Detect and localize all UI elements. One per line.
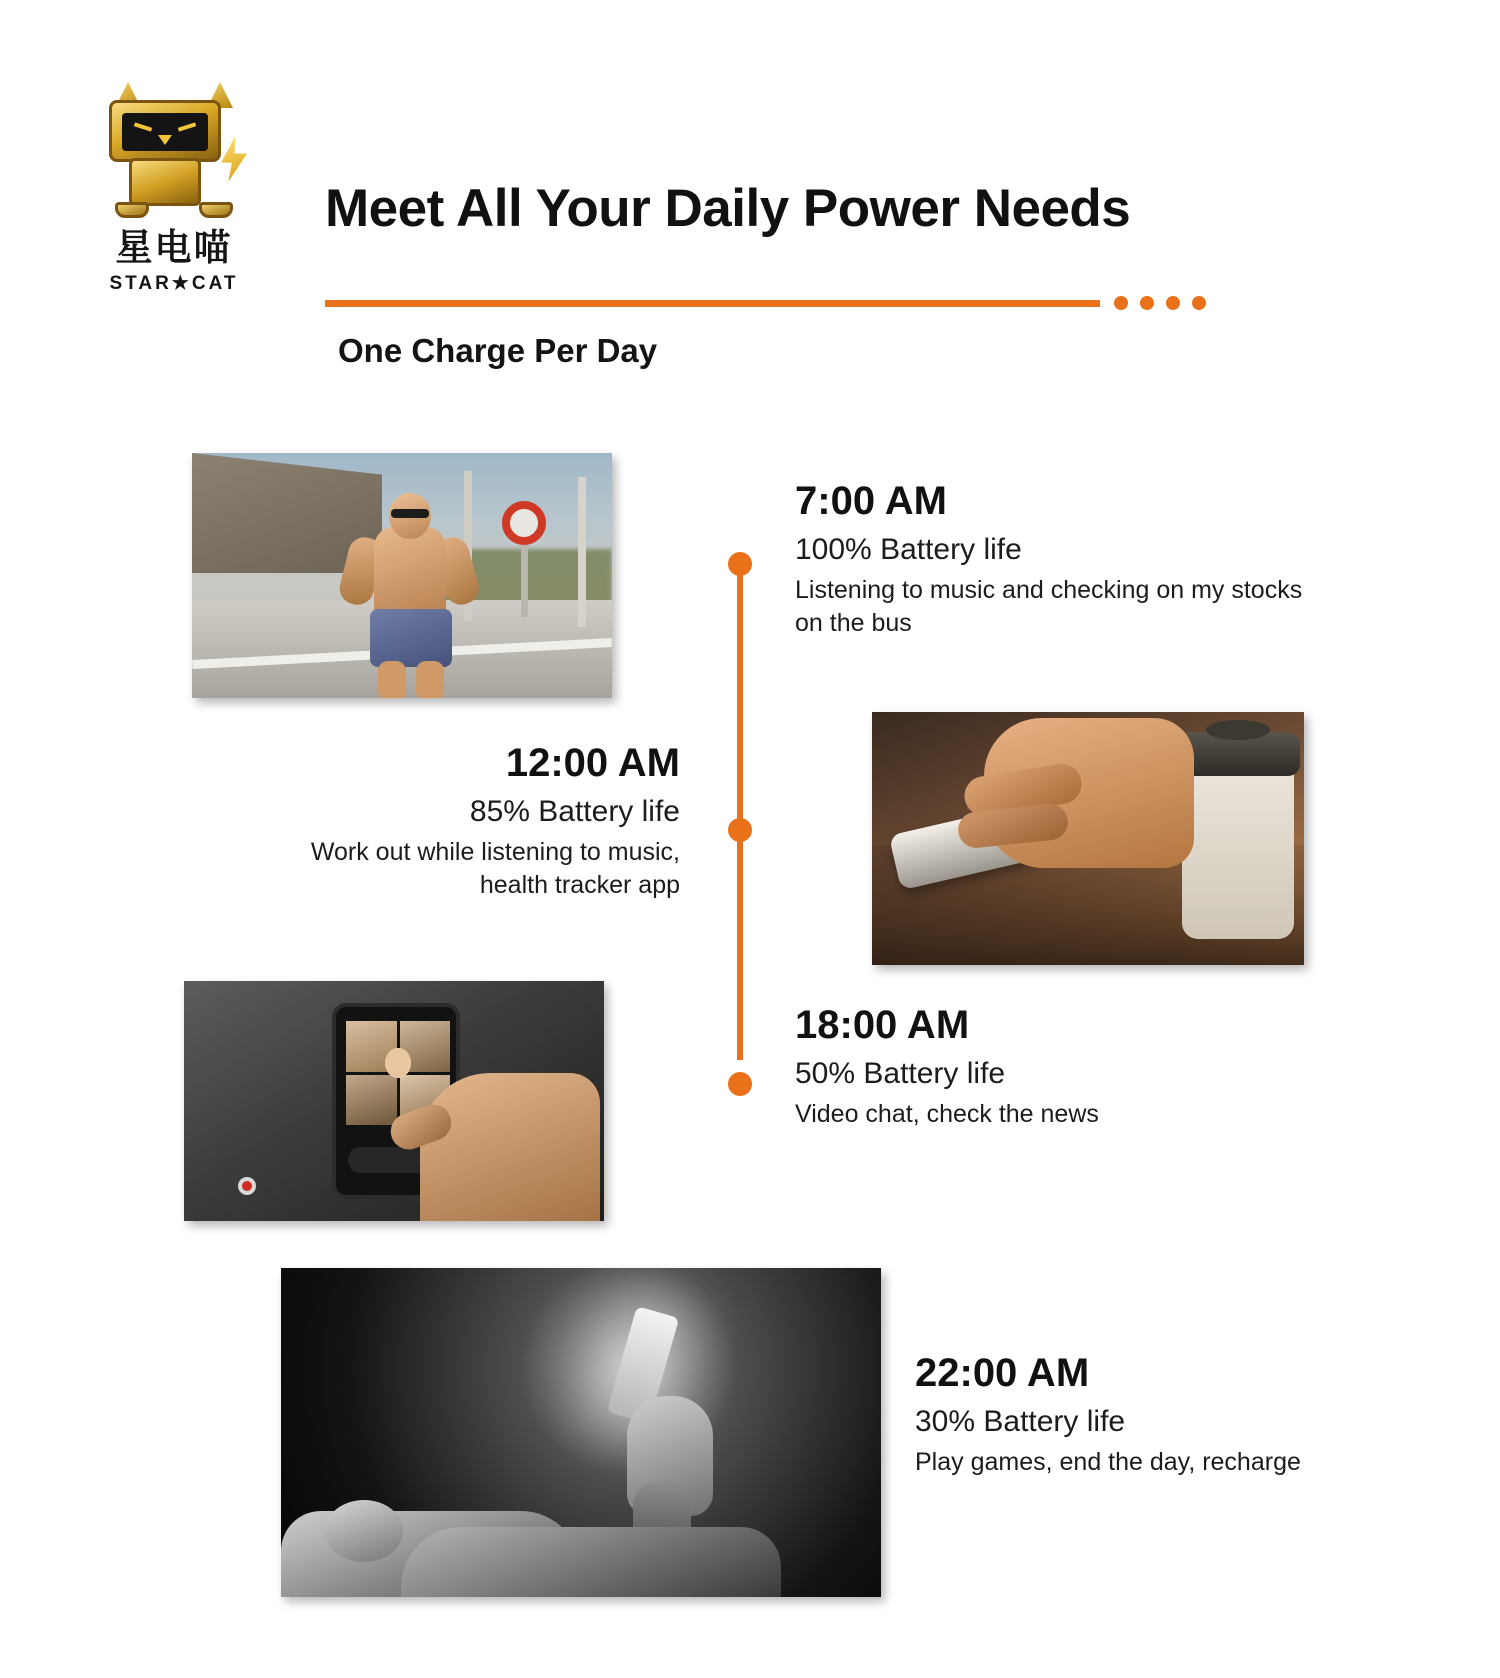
cat-foot-left-icon — [115, 202, 149, 218]
photo-night-bed — [281, 1268, 881, 1597]
photo-video-participant — [346, 1075, 397, 1126]
cat-mouth-icon — [158, 135, 172, 145]
divider-dot — [1140, 296, 1154, 310]
timeline-node-1 — [728, 552, 752, 576]
timeline-entry-2-time: 12:00 AM — [505, 741, 680, 785]
timeline-entry-3 — [795, 1002, 1315, 1131]
timeline-node-2 — [728, 818, 752, 842]
divider-line — [325, 300, 1100, 307]
photo-runner-shorts — [370, 609, 452, 667]
photo-phone-coffee — [872, 712, 1304, 965]
cat-face-screen-icon — [122, 113, 208, 151]
timeline-entry-4-description: Play games, end the day, recharge — [915, 1448, 1301, 1476]
timeline-entry-3-description: Video chat, check the news — [795, 1100, 1099, 1128]
page-subtitle: One Charge Per Day — [338, 332, 658, 369]
timeline-entry-4-time: 22:00 AM — [915, 1351, 1090, 1395]
cat-eye-right-icon — [178, 122, 196, 131]
photo-runner-torso — [374, 527, 446, 619]
timeline-entry-1 — [795, 478, 1335, 640]
divider-dot — [1166, 296, 1180, 310]
photo-video-hand — [420, 1073, 600, 1221]
starcat-robot-logo-icon — [99, 78, 249, 223]
brand-name-cn: 星电喵 — [115, 226, 233, 269]
photo-night-head — [325, 1500, 403, 1562]
divider-dot — [1192, 296, 1206, 310]
timeline-entry-1-description: Listening to music and checking on my stocks on the bus — [795, 576, 1303, 637]
cat-eye-left-icon — [134, 122, 152, 131]
timeline-axis — [737, 560, 743, 1060]
cat-foot-right-icon — [199, 202, 233, 218]
photo-runner-sunglasses — [391, 509, 429, 518]
cat-body-icon — [129, 158, 201, 206]
photo-coffee-cup-lid-top — [1206, 720, 1270, 740]
photo-runner-pole — [521, 545, 528, 617]
timeline-entry-4-battery: 30% Battery life — [915, 1405, 1126, 1438]
timeline-entry-1-battery: 100% Battery life — [795, 533, 1022, 566]
photo-video-chat — [184, 981, 604, 1221]
cat-head-icon — [109, 100, 221, 162]
photo-night-blanket — [401, 1527, 781, 1597]
divider-dot — [1114, 296, 1128, 310]
brand-name-en: STAR★CAT — [109, 273, 239, 294]
page-header — [0, 0, 1500, 380]
page-title: Meet All Your Daily Power Needs — [325, 179, 1131, 238]
photo-runner-pole — [578, 477, 586, 627]
photo-runner — [192, 453, 612, 698]
lightning-bolt-icon — [221, 136, 247, 182]
brand-logo — [88, 78, 260, 303]
timeline-entry-2 — [250, 740, 680, 902]
timeline-entry-3-battery: 50% Battery life — [795, 1057, 1006, 1090]
title-divider — [325, 296, 1215, 310]
photo-runner-leg — [416, 661, 444, 698]
timeline-entry-2-battery: 85% Battery life — [469, 795, 680, 828]
timeline-entry-2-description: Work out while listening to music, health tracker app — [310, 838, 680, 899]
timeline-node-3 — [728, 1072, 752, 1096]
timeline-entry-1-time: 7:00 AM — [795, 479, 947, 523]
divider-dots — [1114, 296, 1206, 310]
photo-video-face — [385, 1048, 411, 1078]
timeline-entry-4 — [915, 1350, 1345, 1479]
photo-runner-leg — [378, 661, 406, 698]
photo-runner-road-sign — [502, 501, 546, 545]
photo-video-record-dot — [242, 1181, 252, 1191]
timeline-entry-3-time: 18:00 AM — [795, 1003, 970, 1047]
